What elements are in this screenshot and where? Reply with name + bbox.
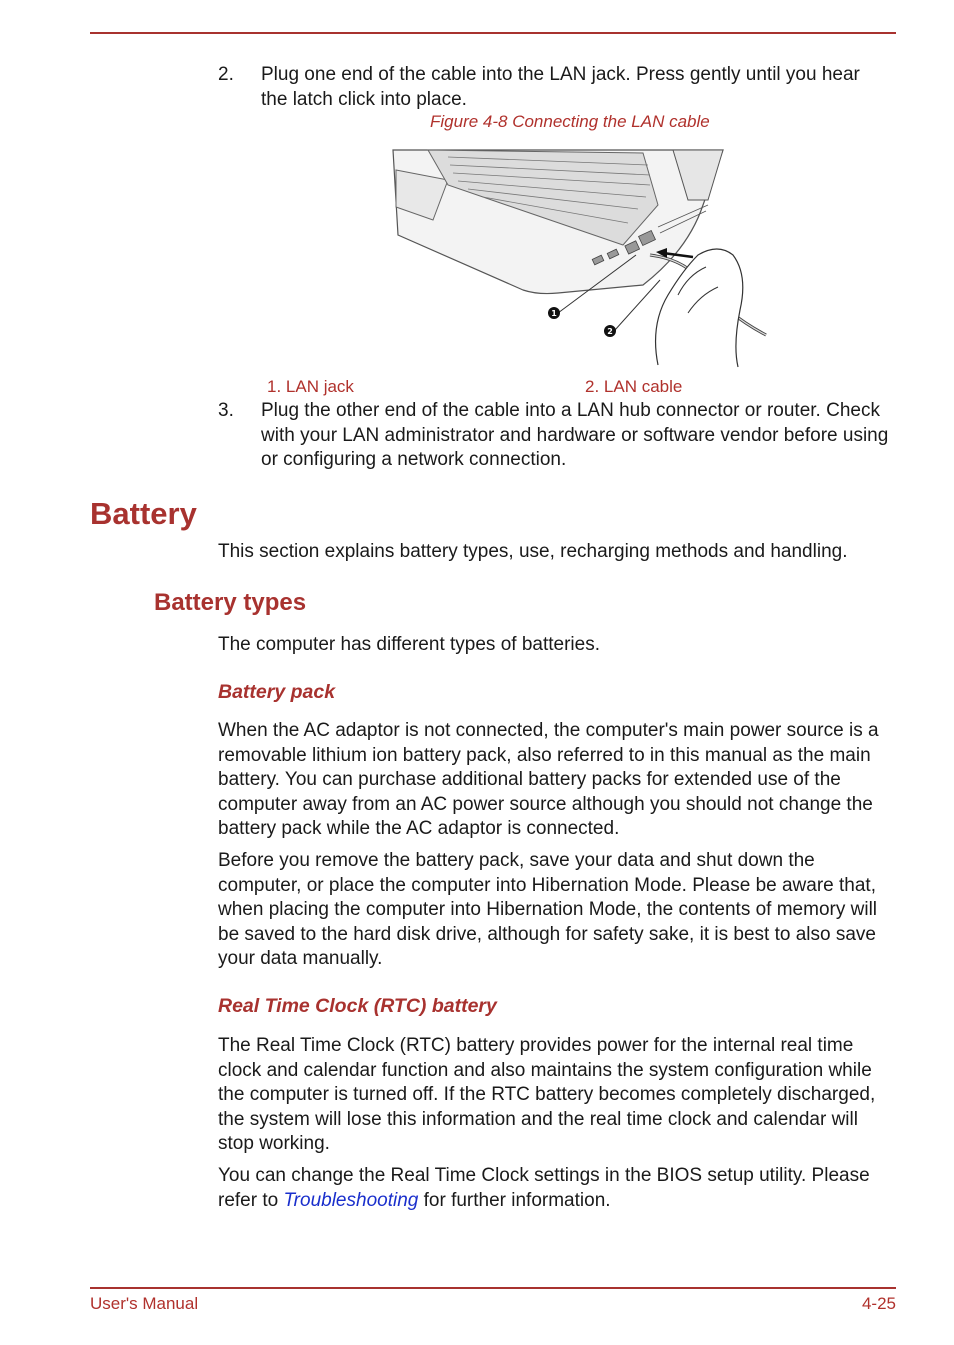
step-3-number: 3. [218, 400, 234, 421]
figure-caption: Figure 4-8 Connecting the LAN cable [430, 112, 710, 131]
step-2-text: Plug one end of the cable into the LAN jack. Press gently until you hear the latch click into place. [261, 64, 860, 110]
svg-text:1: 1 [551, 309, 557, 318]
callout-1 [548, 307, 560, 319]
lan-cable-illustration [388, 145, 768, 370]
rtc-battery-heading: Real Time Clock (RTC) battery [218, 995, 497, 1017]
rtc-paragraph-2-tail: for further information. [418, 1189, 611, 1211]
subsection-intro: The computer has different types of batteries. [218, 634, 600, 655]
legend-lan-jack: 1. LAN jack [267, 377, 354, 396]
header-rule [90, 32, 896, 34]
rtc-paragraph-2 [218, 1164, 894, 1213]
legend-lan-cable: 2. LAN cable [585, 377, 683, 396]
footer-rule [90, 1287, 896, 1289]
battery-pack-paragraph-1: When the AC adaptor is not connected, the computer's main power source is a removable lithium ion battery pack, also referred to in this manual as the main battery. You can purchase additional battery packs for extended use of the computer away from an AC power source although you should not change the battery pack while the AC adaptor is connected. [218, 720, 879, 839]
footer-title: User's Manual [90, 1294, 199, 1313]
page-number: 4-25 [861, 1294, 896, 1313]
section-title: Battery [90, 496, 197, 531]
svg-text:2: 2 [607, 327, 613, 336]
rtc-paragraph-2-lead: You can change the Real Time Clock settings in the BIOS setup utility. Please refer to [218, 1165, 870, 1211]
rtc-paragraph-1: The Real Time Clock (RTC) battery provides power for the internal real time clock and calendar function and also maintains the system configuration while the computer is turned off. If the RTC battery becomes completely discharged, the system will lose this information and the real time clock and calendar will stop working. [218, 1035, 876, 1154]
step-3-text: Plug the other end of the cable into a LAN hub connector or router. Check with your LAN administrator and hardware or software vendor before using or configuring a network connection. [261, 400, 889, 470]
section-intro: This section explains battery types, use, recharging methods and handling. [218, 541, 848, 562]
troubleshooting-link[interactable]: Troubleshooting [283, 1189, 419, 1211]
battery-pack-paragraph-2: Before you remove the battery pack, save your data and shut down the computer, or place the computer into Hibernation Mode. Please be aware that, when placing the computer into Hibernation Mode, the contents of memory will be saved to the hard disk drive, although for safety sake, it is best to also save your data manually. [218, 850, 878, 969]
step-2-number: 2. [218, 64, 234, 85]
battery-pack-heading: Battery pack [218, 681, 336, 703]
subsection-title: Battery types [154, 589, 307, 616]
callout-2 [604, 325, 616, 337]
